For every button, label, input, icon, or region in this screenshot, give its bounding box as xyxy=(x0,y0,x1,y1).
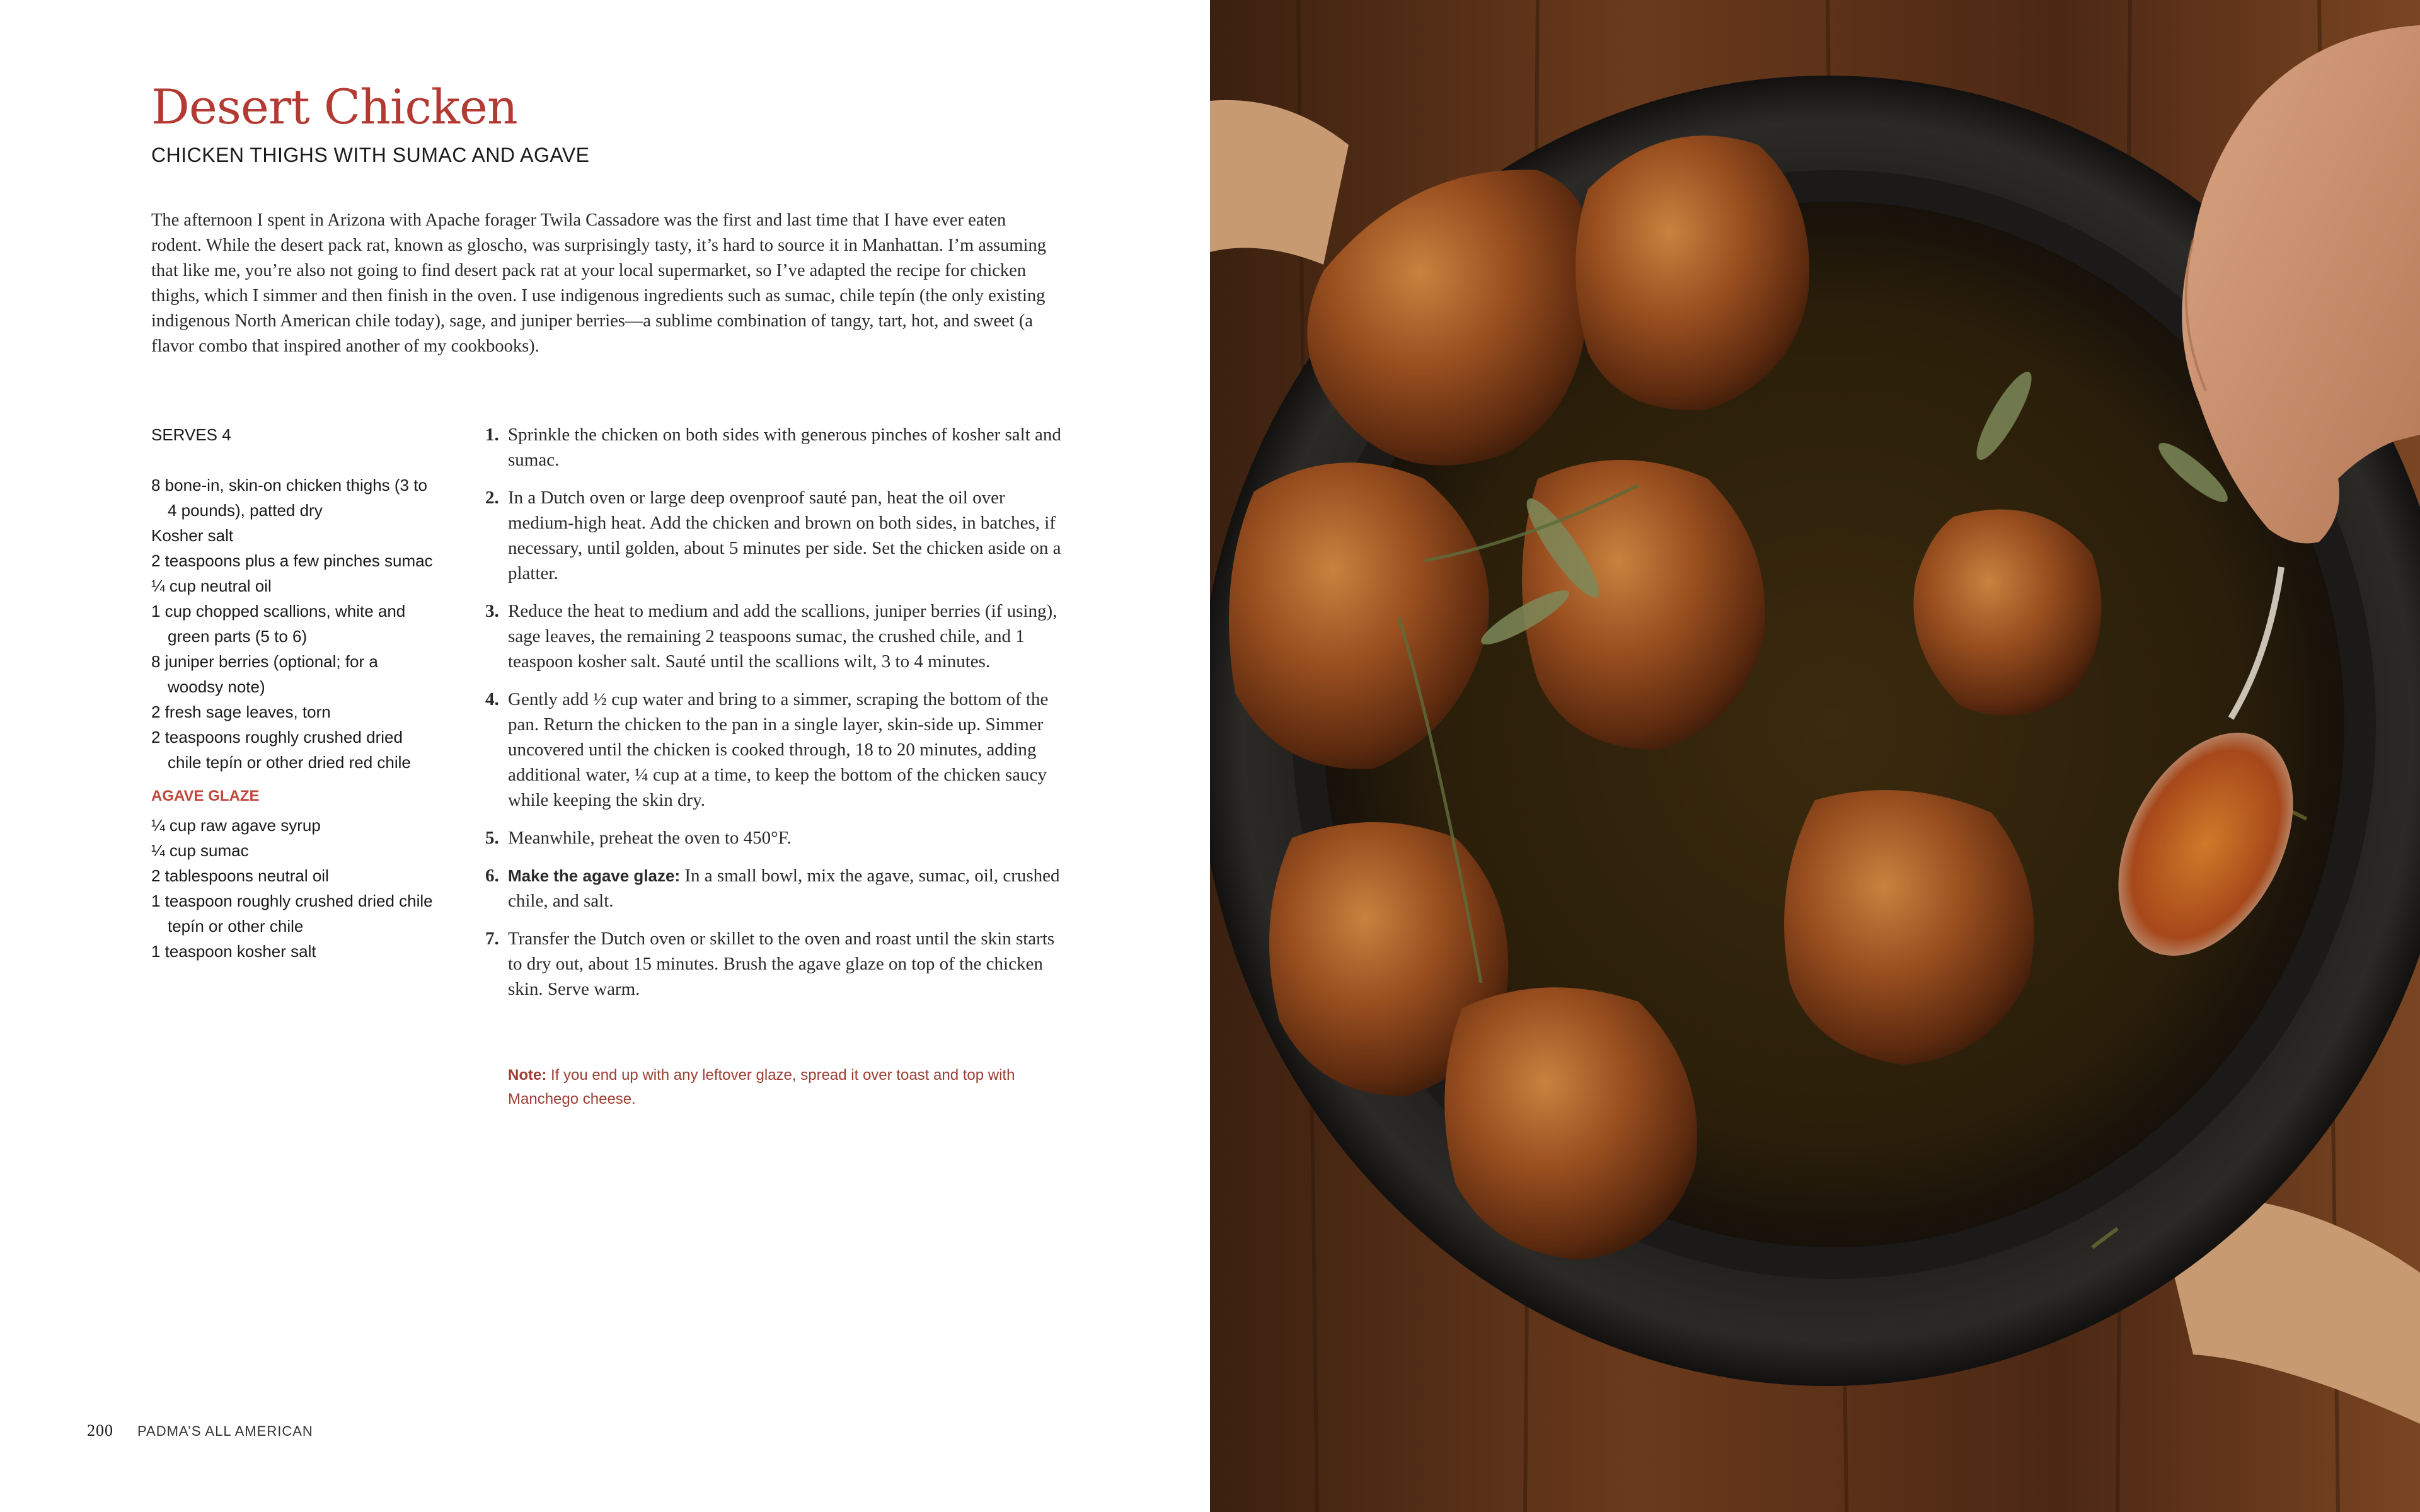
glaze-ingredient-item: ¼ cup raw agave syrup xyxy=(151,816,321,835)
step-text: Transfer the Dutch oven or skillet to the oven and roast until the skin starts to dry out, about 15 minutes. Brush the agave glaze on top of the chicken skin. Serve warm. xyxy=(508,929,1055,999)
book-title: PADMA’S ALL AMERICAN xyxy=(137,1423,313,1439)
step-number: 7. xyxy=(485,929,499,949)
serves-label: SERVES 4 xyxy=(151,425,231,444)
step-item xyxy=(485,485,1065,586)
step-number: 3. xyxy=(485,601,499,621)
glaze-ingredient-item: 1 teaspoon roughly crushed dried chile tepín or other chile xyxy=(151,891,433,936)
step-text: Meanwhile, preheat the oven to 450°F. xyxy=(508,828,792,848)
ingredient-item: 8 bone-in, skin-on chicken thighs (3 to 4 pounds), patted dry xyxy=(151,476,427,520)
ingredients-column xyxy=(151,422,435,964)
step-text: In a Dutch oven or large deep ovenproof sauté pan, heat the oil over medium-high heat. Add the chicken and brown on both sides, in batches, if necessary, until golden, about 5 minutes per side. Set the chicken aside on a platter. xyxy=(508,488,1061,583)
glaze-ingredient-item: 2 tablespoons neutral oil xyxy=(151,866,329,885)
page-footer xyxy=(87,1421,313,1440)
page-number: 200 xyxy=(87,1421,113,1440)
ingredient-item: 2 teaspoons roughly crushed dried chile tepín or other dried red chile xyxy=(151,728,411,772)
step-item xyxy=(485,863,1065,914)
ingredient-item: 2 fresh sage leaves, torn xyxy=(151,702,331,721)
ingredient-item: 8 juniper berries (optional; for a woodsy note) xyxy=(151,652,378,696)
step-text: Sprinkle the chicken on both sides with generous pinches of kosher salt and sumac. xyxy=(508,425,1061,470)
recipe-intro: The afternoon I spent in Arizona with Apache forager Twila Cassadore was the first and last time that I have ever eaten rodent. While the desert pack rat, known as gloscho, was surprisingly tasty, it’s hard to source it in Manhattan. I’m assuming that like me, you’re also not going to find desert pack rat at your local supermarket, so I’ve adapted the recipe for chicken thighs, which I simmer and then finish in the oven. I use indigenous ingredients such as sumac, chile tepín (the only existing indigenous North American chile today), sage, and juniper berries—a sublime combination of tangy, tart, hot, and sweet (a flavor combo that inspired another of my cookbooks). xyxy=(151,210,1046,356)
step-list xyxy=(485,422,1065,1002)
recipe-subtitle: CHICKEN THIGHS WITH SUMAC AND AGAVE xyxy=(151,144,590,166)
step-item xyxy=(485,687,1065,813)
step-text: In a small bowl, mix the agave, sumac, oil, crushed chile, and salt. xyxy=(508,866,1060,911)
step-lead: Make the agave glaze: xyxy=(508,866,681,885)
note-text: If you end up with any leftover glaze, spread it over toast and top with Manchego cheese. xyxy=(508,1067,1015,1108)
ingredient-item: 1 cup chopped scallions, white and green parts (5 to 6) xyxy=(151,602,406,646)
photo-page xyxy=(1210,0,2420,1512)
ingredient-list xyxy=(151,472,435,775)
glaze-heading: AGAVE GLAZE xyxy=(151,788,260,805)
method-column xyxy=(485,422,1065,1014)
ingredient-item: ¼ cup neutral oil xyxy=(151,576,272,595)
step-item xyxy=(485,422,1065,472)
ingredient-item: 2 teaspoons plus a few pinches sumac xyxy=(151,551,433,570)
chicken-pan-photo xyxy=(1210,0,2420,1512)
step-number: 4. xyxy=(485,689,499,709)
step-item xyxy=(485,926,1065,1002)
step-item xyxy=(485,825,1065,850)
recipe-title: Desert Chicken xyxy=(151,79,517,135)
note-label: Note: xyxy=(508,1067,547,1084)
step-number: 6. xyxy=(485,866,499,886)
ingredient-item: Kosher salt xyxy=(151,526,234,545)
step-number: 5. xyxy=(485,828,499,848)
glaze-ingredient-item: ¼ cup sumac xyxy=(151,841,249,860)
step-item xyxy=(485,598,1065,674)
recipe-note xyxy=(508,1063,1050,1111)
step-text: Gently add ½ cup water and bring to a simmer, scraping the bottom of the pan. Return the chicken to the pan in a single layer, skin-side up. Simmer uncovered until the chicken is cooked through, 18 to 20 minutes, adding additional water, ¼ cup at a time, to keep the bottom of the chicken saucy while keeping the skin dry. xyxy=(508,689,1049,810)
step-text: Reduce the heat to medium and add the scallions, juniper berries (if using), sage leaves, the remaining 2 teaspoons sumac, the crushed chile, and 1 teaspoon kosher salt. Sauté until the scallions wilt, 3 to 4 minutes. xyxy=(508,601,1057,672)
glaze-ingredient-item: 1 teaspoon kosher salt xyxy=(151,942,316,961)
step-number: 2. xyxy=(485,488,499,508)
glaze-ingredient-list xyxy=(151,813,435,964)
step-number: 1. xyxy=(485,425,499,445)
